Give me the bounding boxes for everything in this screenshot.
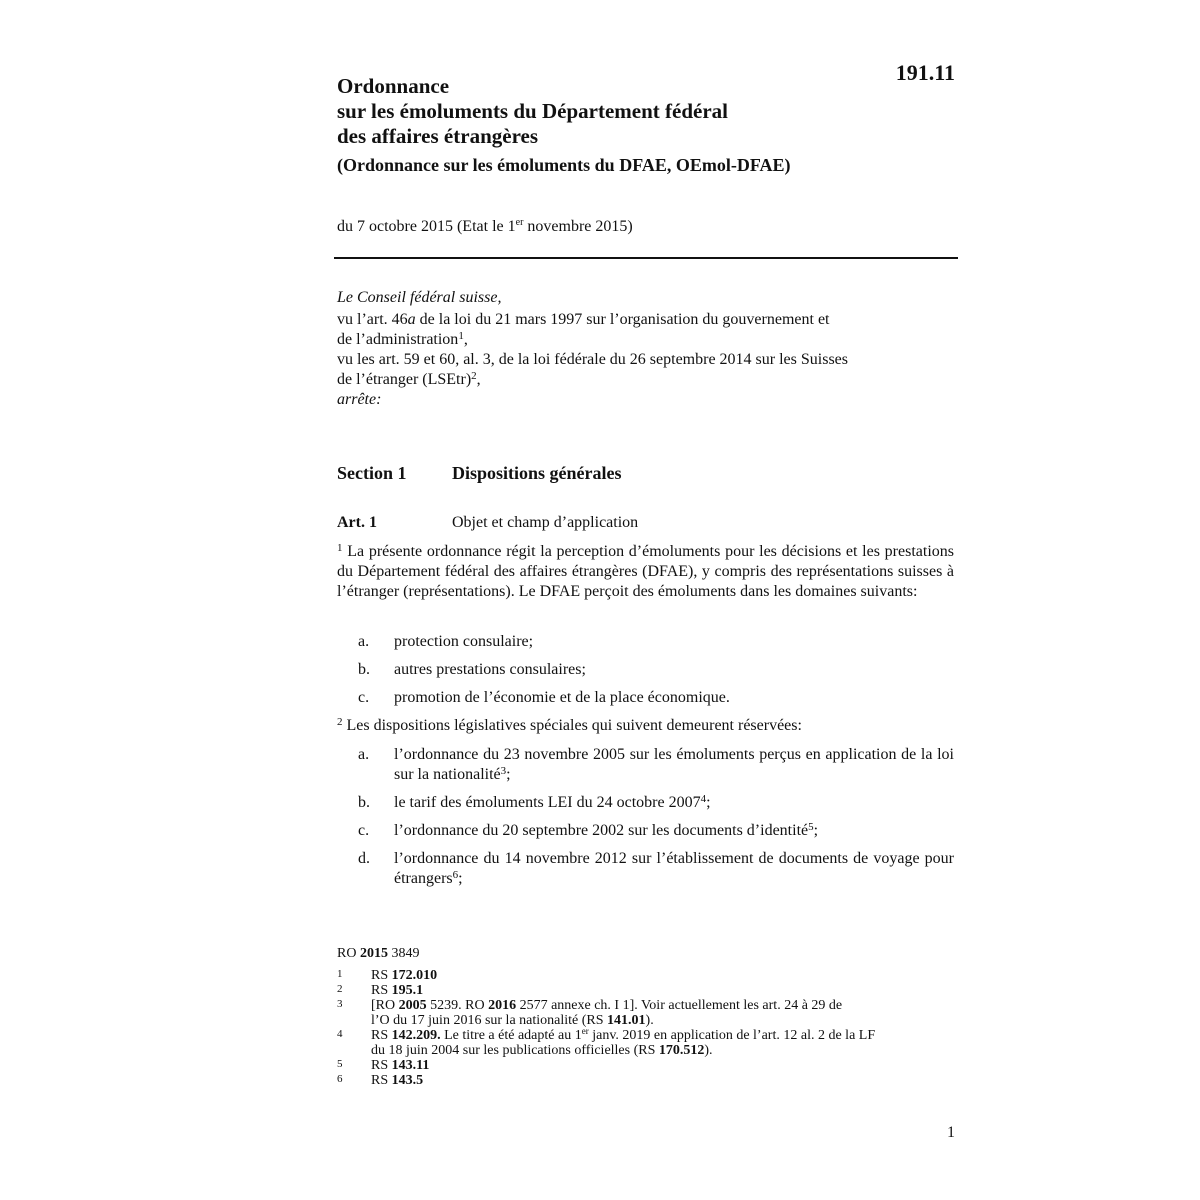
footnote-ref[interactable]: 1 [458,330,464,342]
footnote-ref[interactable]: 3 [500,765,507,777]
date-prefix: du 7 octobre 2015 (Etat le 1 [337,218,516,235]
legal-basis-2-cont: de l’étranger (LSEtr)$^2$, [337,370,481,388]
title-line: des affaires étrangères [337,124,538,148]
paragraph-2: $^2$ Les dispositions législatives spéciales qui suivent demeurent réservées: [337,716,802,734]
list-item: a. l’ordonnance du 23 novembre 2005 sur les émoluments perçus en application de la loi sur la nationalité$^3$; [358,746,954,783]
list-item: b. autres prestations consulaires; [358,661,586,678]
date-sup: er [515,217,524,228]
footnote-item: 4 RS 142.209. Le titre a été adapté au 1er janv. 2019 en application de l’art. 12 al. 2 de la LF du 18 juin 2004 sur les publications officielles (RS 170.512). [337,1026,876,1058]
title-line: Ordonnance [337,74,450,98]
footnote-item: 5 RS 143.11 [337,1058,430,1073]
list-item: a. protection consulaire; [358,633,534,650]
article-heading [337,514,957,532]
footnote-item: 3 [RO 2005 5239. RO 2016 2577 annexe ch. I 1]. Voir actuellement les art. 24 à 29 de l’O du 17 juin 2016 sur la nationalité (RS 141.01). [337,998,843,1028]
sr-number: 191.11 [895,60,955,85]
footnotes [337,968,957,1088]
list-item: c. l’ordonnance du 20 septembre 2002 sur les documents d’identité$^5$; [358,821,819,839]
authority: Le Conseil fédéral suisse, [337,289,502,306]
document-title [337,74,897,149]
list-item: d. l’ordonnance du 14 novembre 2012 sur l’établissement de documents de voyage pour étrangers$^6$; [358,850,954,887]
list-reserved [358,745,954,889]
legal-basis-2: vu les art. 59 et 60, al. 3, de la loi fédérale du 26 septembre 2014 sur les Suisses [337,351,848,368]
legal-basis-1-cont: de l’administration$^1$, [337,330,468,348]
ro-reference: RO 2015 3849 [337,946,420,961]
document-subtitle: (Ordonnance sur les émoluments du DFAE, OEmol-DFAE) [337,155,791,175]
footnote-item: 6 RS 143.5 [337,1073,424,1088]
article-title: Objet et champ d’application [452,514,639,531]
footnote-item: 2 RS 195.1 [337,983,424,998]
date-suffix: novembre 2015) [523,218,633,235]
footnote-ref[interactable]: 6 [452,869,459,881]
footnote-item: 1 RS 172.010 [337,968,438,983]
list-item: b. le tarif des émoluments LEI du 24 octobre 2007$^4$; [358,793,711,811]
footnote-ref[interactable]: 4 [700,793,707,805]
legal-basis-1: vu l’art. 46a de la loi du 21 mars 1997 sur l’organisation du gouvernement et [337,311,830,328]
paragraph-number: 2 [337,716,343,728]
list-item: c. promotion de l’économie et de la place économique. [358,689,730,706]
preamble [337,288,957,410]
paragraph-1: $^1$ La présente ordonnance régit la perception d’émoluments pour les décisions et les prestations du Département fédéral des affaires étrangères (DFAE), y compris des représentations suisses à l’étranger (représentations). Le DFAE perçoit des émoluments dans les domaines suivants: [337,542,954,600]
date-line [337,217,957,236]
page-number: 1 [947,1124,955,1141]
header-divider [334,257,958,259]
paragraph-number: 1 [337,542,343,554]
decree: arrête: [337,391,382,408]
section-heading [337,463,957,484]
article-label: Art. 1 [337,514,377,531]
footnote-ref[interactable]: 2 [471,370,477,382]
section-label: Section 1 [337,463,407,483]
list-domains [358,632,954,708]
title-line: sur les émoluments du Département fédéral [337,99,728,123]
footnote-ref[interactable]: 5 [808,821,814,833]
section-title: Dispositions générales [452,463,622,483]
